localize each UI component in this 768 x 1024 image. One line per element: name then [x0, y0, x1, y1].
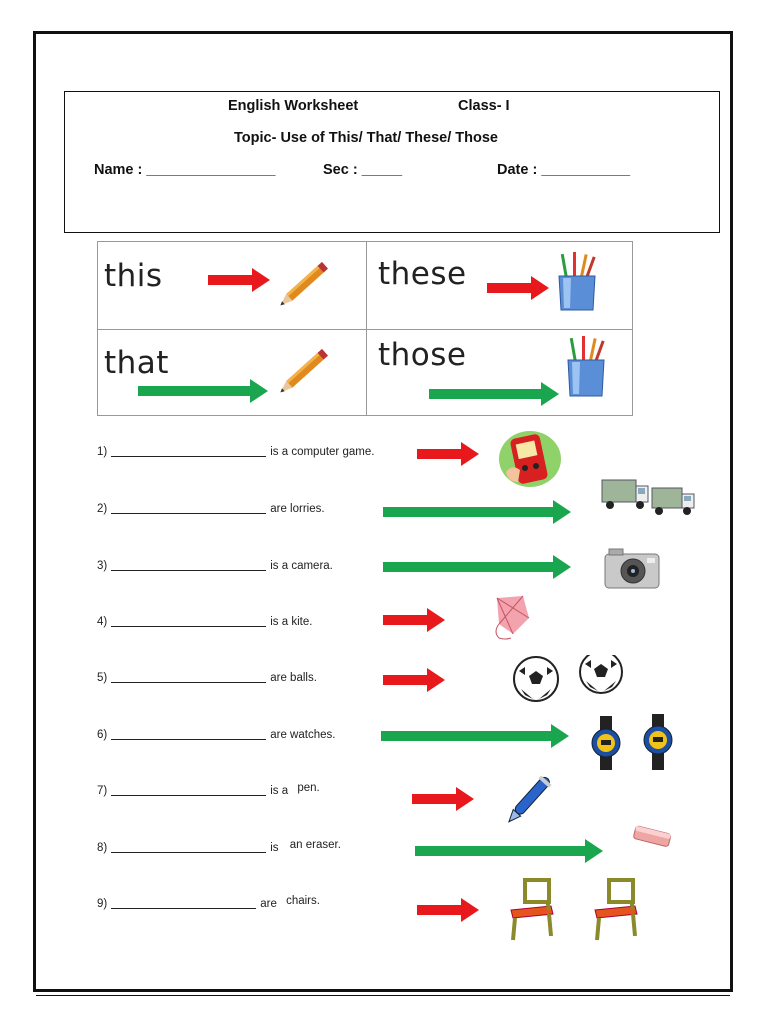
- question-extra: chairs.: [286, 895, 320, 907]
- question-extra: an eraser.: [289, 839, 341, 851]
- question-number: 5): [97, 672, 108, 684]
- worksheet-title: English Worksheet: [228, 98, 359, 114]
- question-6: [97, 729, 335, 741]
- question-2: [97, 503, 325, 515]
- red-arrow-icon: [417, 442, 479, 466]
- question-7: [97, 782, 320, 797]
- name-field[interactable]: [94, 162, 275, 178]
- camera-icon: [603, 546, 661, 590]
- question-text: is a: [270, 785, 289, 797]
- question-number: 6): [97, 729, 108, 741]
- word-these: these: [378, 256, 467, 292]
- red-arrow-icon: [417, 898, 479, 922]
- sec-blank: _____: [361, 162, 403, 178]
- question-9: [97, 895, 320, 910]
- class-label: Class- I: [458, 98, 510, 114]
- pencil-cup-icon: [562, 336, 610, 398]
- topic-label: Topic- Use of This/ That/ These/ Those: [234, 130, 498, 146]
- question-number: 1): [97, 446, 108, 458]
- question-3: [97, 560, 333, 572]
- question-number: 9): [97, 898, 108, 910]
- answer-blank[interactable]: [111, 739, 266, 740]
- red-arrow-icon: [383, 608, 445, 632]
- answer-blank[interactable]: [111, 852, 266, 853]
- answer-blank[interactable]: [111, 513, 266, 514]
- question-5: [97, 672, 317, 684]
- red-arrow-icon: [208, 268, 270, 292]
- answer-blank[interactable]: [111, 795, 266, 796]
- green-arrow-icon: [381, 724, 569, 748]
- date-field[interactable]: [497, 162, 630, 178]
- answer-blank[interactable]: [111, 908, 256, 909]
- sec-field[interactable]: [323, 162, 402, 178]
- green-arrow-icon: [138, 379, 268, 403]
- date-label: Date :: [497, 162, 538, 178]
- word-those: those: [378, 337, 467, 373]
- kite-icon: [489, 594, 535, 642]
- handheld-game-icon: [496, 430, 562, 488]
- question-extra: pen.: [297, 782, 320, 794]
- answer-blank[interactable]: [111, 682, 266, 683]
- answer-blank[interactable]: [111, 456, 266, 457]
- question-number: 3): [97, 560, 108, 572]
- question-8: [97, 839, 341, 854]
- watches-icon: [590, 712, 686, 774]
- green-arrow-icon: [383, 500, 571, 524]
- question-1: [97, 446, 374, 458]
- date-blank: ___________: [541, 162, 631, 178]
- question-text: are watches.: [270, 729, 336, 741]
- word-this: this: [104, 258, 163, 294]
- eraser-icon: [630, 824, 676, 850]
- word-that: that: [104, 345, 169, 381]
- chairs-icon: [505, 876, 645, 944]
- lorries-icon: [600, 476, 698, 516]
- answer-blank[interactable]: [111, 570, 266, 571]
- question-text: are balls.: [270, 672, 317, 684]
- question-number: 2): [97, 503, 108, 515]
- question-number: 4): [97, 616, 108, 628]
- green-arrow-icon: [429, 382, 559, 406]
- red-arrow-icon: [383, 668, 445, 692]
- green-arrow-icon: [415, 839, 603, 863]
- pen-icon: [503, 766, 563, 824]
- question-number: 7): [97, 785, 108, 797]
- sec-label: Sec :: [323, 162, 358, 178]
- name-blank: ________________: [146, 162, 276, 178]
- question-number: 8): [97, 842, 108, 854]
- question-text: are: [260, 898, 277, 910]
- name-label: Name :: [94, 162, 143, 178]
- question-text: is: [270, 842, 279, 854]
- answer-blank[interactable]: [111, 626, 266, 627]
- question-text: are lorries.: [270, 503, 325, 515]
- pencil-cup-icon: [553, 252, 601, 312]
- question-text: is a kite.: [270, 616, 313, 628]
- green-arrow-icon: [383, 555, 571, 579]
- balls-icon: [511, 655, 627, 703]
- red-arrow-icon: [487, 276, 549, 300]
- question-4: [97, 616, 312, 628]
- question-text: is a camera.: [270, 560, 333, 572]
- pencil-icon: [276, 258, 336, 308]
- red-arrow-icon: [412, 787, 474, 811]
- question-text: is a computer game.: [270, 446, 375, 458]
- pencil-icon: [276, 345, 336, 395]
